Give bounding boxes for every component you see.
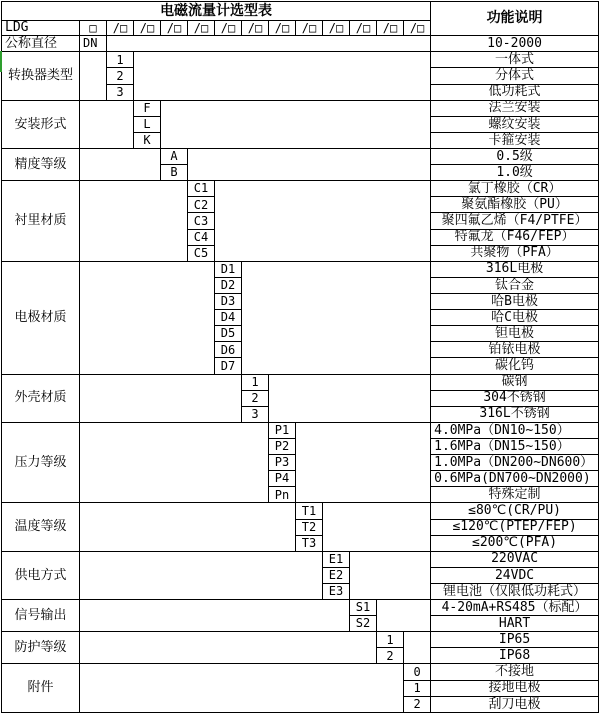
code-cell: C4 <box>188 229 215 245</box>
category-cell: 附件 <box>2 664 80 713</box>
code-cell: D3 <box>215 293 242 309</box>
desc-cell: 卡箍安装 <box>431 132 599 148</box>
category-cell: 公称直径 <box>2 36 80 52</box>
code-cell: K <box>134 132 161 148</box>
desc-cell: IP65 <box>431 632 599 648</box>
filler-cell <box>404 632 431 664</box>
code-cell: P3 <box>269 455 296 471</box>
filler-cell <box>215 181 431 262</box>
category-cell: 防护等级 <box>2 632 80 664</box>
code-cell: D7 <box>215 358 242 374</box>
filler-cell <box>323 503 431 551</box>
code-slot-cell: /□ <box>161 21 188 36</box>
desc-cell: 聚氨酯橡胶（PU） <box>431 197 599 213</box>
desc-cell: 哈C电极 <box>431 310 599 326</box>
category-cell: 安装形式 <box>2 100 80 148</box>
code-cell: L <box>134 116 161 132</box>
desc-cell: 共聚物（PFA） <box>431 245 599 261</box>
code-slot-cell: /□ <box>215 21 242 36</box>
code-cell: S2 <box>350 616 377 632</box>
code-cell: E1 <box>323 551 350 567</box>
desc-cell: 0.6MPa(DN700~DN2000) <box>431 471 599 487</box>
code-slot-cell: /□ <box>350 21 377 36</box>
code-cell: D4 <box>215 310 242 326</box>
desc-cell: 4.0MPa（DN10~150） <box>431 422 599 438</box>
filler-cell <box>161 100 431 148</box>
code-cell: T2 <box>296 519 323 535</box>
filler-cell <box>80 148 161 180</box>
filler-cell <box>269 374 431 422</box>
category-cell: 电极材质 <box>2 261 80 374</box>
code-cell: T1 <box>296 503 323 519</box>
code-cell: C1 <box>188 181 215 197</box>
desc-cell: ≤120℃(PTEP/FEP) <box>431 519 599 535</box>
desc-cell: 特殊定制 <box>431 487 599 503</box>
selection-table <box>1 1 599 713</box>
desc-cell: 低功耗式 <box>431 84 599 100</box>
desc-cell: 316L电极 <box>431 261 599 277</box>
desc-cell: 铂铱电极 <box>431 342 599 358</box>
code-slot-cell: /□ <box>296 21 323 36</box>
code-slot-cell: /□ <box>377 21 404 36</box>
filler-cell <box>80 181 188 262</box>
desc-cell: 哈B电极 <box>431 293 599 309</box>
code-cell: D2 <box>215 277 242 293</box>
code-cell: S1 <box>350 600 377 616</box>
filler-cell <box>107 36 431 52</box>
filler-cell <box>80 632 377 664</box>
desc-cell: 10-2000 <box>431 36 599 52</box>
code-cell: 1 <box>404 680 431 696</box>
code-slot-cell: /□ <box>269 21 296 36</box>
category-cell: 外壳材质 <box>2 374 80 422</box>
desc-cell: 一体式 <box>431 52 599 68</box>
code-cell: 1 <box>107 52 134 68</box>
filler-cell <box>80 100 134 148</box>
filler-cell <box>80 600 350 632</box>
filler-cell <box>80 503 296 551</box>
category-cell: 供电方式 <box>2 551 80 599</box>
code-cell: 0 <box>404 664 431 680</box>
code-cell: F <box>134 100 161 116</box>
category-cell: 信号输出 <box>2 600 80 632</box>
desc-cell: 碳钢 <box>431 374 599 390</box>
desc-cell: 聚四氟乙烯（F4/PTFE） <box>431 213 599 229</box>
code-cell: 1 <box>242 374 269 390</box>
filler-cell <box>134 52 431 100</box>
code-box-cell: □ <box>80 21 107 36</box>
code-cell: Pn <box>269 487 296 503</box>
category-cell: 转换器类型 <box>2 52 80 100</box>
filler-cell <box>242 261 431 374</box>
filler-cell <box>350 551 431 599</box>
code-cell: C2 <box>188 197 215 213</box>
desc-cell: 碳化钨 <box>431 358 599 374</box>
filler-cell <box>377 600 431 632</box>
code-cell: B <box>161 165 188 181</box>
code-cell: T3 <box>296 535 323 551</box>
code-cell: 2 <box>242 390 269 406</box>
code-cell: D1 <box>215 261 242 277</box>
desc-cell: 钛合金 <box>431 277 599 293</box>
code-cell: E2 <box>323 567 350 583</box>
filler-cell <box>80 52 107 100</box>
desc-cell: 螺纹安装 <box>431 116 599 132</box>
desc-cell: 接地电极 <box>431 680 599 696</box>
code-cell: C3 <box>188 213 215 229</box>
desc-cell: 24VDC <box>431 567 599 583</box>
code-cell: D5 <box>215 326 242 342</box>
function-description-header: 功能说明 <box>431 2 599 36</box>
code-cell: 2 <box>404 696 431 712</box>
desc-cell: 分体式 <box>431 68 599 84</box>
category-cell: 温度等级 <box>2 503 80 551</box>
filler-cell <box>80 551 323 599</box>
desc-cell: ≤80℃(CR/PU) <box>431 503 599 519</box>
code-slot-cell: /□ <box>107 21 134 36</box>
desc-cell: 法兰安装 <box>431 100 599 116</box>
code-cell: A <box>161 148 188 164</box>
desc-cell: 4-20mA+RS485（标配） <box>431 600 599 616</box>
desc-cell: HART <box>431 616 599 632</box>
filler-cell <box>188 148 431 180</box>
desc-cell: 1.6MPa（DN15~150） <box>431 438 599 454</box>
desc-cell: 220VAC <box>431 551 599 567</box>
filler-cell <box>80 261 215 374</box>
code-slot-cell: /□ <box>242 21 269 36</box>
desc-cell: 锂电池（仅限低功耗式） <box>431 583 599 599</box>
code-cell: 1 <box>377 632 404 648</box>
model-prefix-cell: LDG <box>2 21 80 36</box>
code-cell: 2 <box>377 648 404 664</box>
desc-cell: 钽电极 <box>431 326 599 342</box>
filler-cell <box>296 422 431 503</box>
category-cell: 精度等级 <box>2 148 80 180</box>
desc-cell: 刮刀电极 <box>431 696 599 712</box>
code-cell: P1 <box>269 422 296 438</box>
code-cell: P2 <box>269 438 296 454</box>
filler-cell <box>80 422 269 503</box>
desc-cell: 特氟龙（F46/FEP） <box>431 229 599 245</box>
code-cell: C5 <box>188 245 215 261</box>
code-cell: 3 <box>242 406 269 422</box>
code-slot-cell: /□ <box>134 21 161 36</box>
screen-artifact-green-mark <box>0 51 2 72</box>
desc-cell: 氯丁橡胶（CR） <box>431 181 599 197</box>
code-slot-cell: /□ <box>323 21 350 36</box>
category-cell: 压力等级 <box>2 422 80 503</box>
code-cell: DN <box>80 36 107 52</box>
code-cell: P4 <box>269 471 296 487</box>
desc-cell: 1.0级 <box>431 165 599 181</box>
desc-cell: 0.5级 <box>431 148 599 164</box>
code-slot-cell: /□ <box>404 21 431 36</box>
category-cell: 衬里材质 <box>2 181 80 262</box>
desc-cell: 不接地 <box>431 664 599 680</box>
desc-cell: 1.0MPa（DN200~DN600） <box>431 455 599 471</box>
table-title: 电磁流量计选型表 <box>2 2 431 21</box>
desc-cell: ≤200℃(PFA) <box>431 535 599 551</box>
code-cell: 2 <box>107 68 134 84</box>
desc-cell: IP68 <box>431 648 599 664</box>
desc-cell: 304不锈钢 <box>431 390 599 406</box>
code-slot-cell: /□ <box>188 21 215 36</box>
filler-cell <box>80 374 242 422</box>
code-cell: 3 <box>107 84 134 100</box>
code-cell: E3 <box>323 583 350 599</box>
code-cell: D6 <box>215 342 242 358</box>
desc-cell: 316L不锈钢 <box>431 406 599 422</box>
filler-cell <box>80 664 404 713</box>
